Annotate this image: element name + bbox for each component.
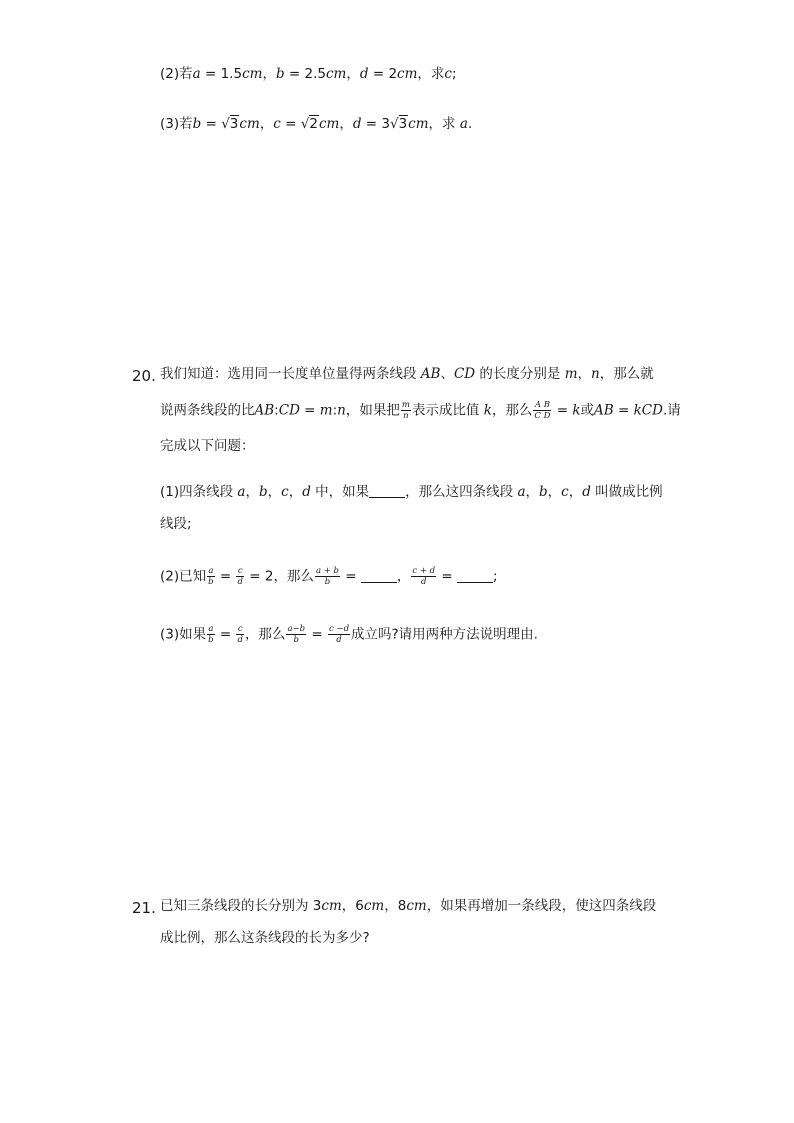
sqrt-2: √2 (300, 116, 318, 132)
q20-part1-line2: 线段; (160, 516, 192, 532)
q21-line1: 已知三条线段的长分别为 3cm，6cm，8cm，如果再增加一条线段，使这四条线段 (160, 898, 657, 914)
q20-part2: (2)已知 $\frac{a}{b}$ = $\frac{c}{d}$ = 2，那么 $\frac{a + b}{b}$ = ， $\frac{c + d}{d}$ = ; (160, 566, 498, 587)
answer-blank[interactable] (457, 582, 493, 583)
fraction-m-over-n: $\frac{m}{n}$ (401, 400, 410, 421)
sqrt-3b: √3 (389, 116, 408, 132)
q20-part3: (3)如果 $\frac{a}{b}$ = $\frac{c}{d}$ ，那么 $\frac{a-b}{b}$ = $\frac{c -d}{d}$ 成立吗?请用两种方法说明理由. (160, 624, 538, 645)
answer-blank[interactable] (361, 582, 397, 583)
answer-blank[interactable] (369, 497, 405, 498)
q20-number: 20. (132, 367, 156, 385)
q20-part1: (1)四条线段 a，b，c，d 中，如果 ，那么这四条线段 a，b，c，d 叫做成比例 (160, 484, 663, 500)
var-b: b (275, 66, 285, 82)
q19-part2: (2)若a = 1.5cm，b = 2.5cm，d = 2cm，求c; (160, 66, 457, 82)
q21-line2: 成比例，那么这条线段的长为多少? (160, 930, 370, 946)
q19-part3: (3)若b = √3cm，c = √2cm，d = 3√3cm，求 a. (160, 116, 473, 132)
q20-line3: 完成以下问题： (160, 438, 255, 454)
fraction-ab-over-cd: $\frac{\text{A B}}{\text{C D}}$ (534, 400, 551, 421)
q20-line2: 说两条线段的比AB:CD = m:n，如果把 $\frac{m}{n}$ 表示成比值 k，那么 $\frac{\text{A B}}{\text{C D}}$ = k或AB = kCD.请 (160, 400, 681, 421)
q21-number: 21. (132, 899, 156, 917)
var-d: d (359, 66, 369, 82)
sqrt-3: √3 (221, 116, 239, 132)
var-a: a (192, 66, 201, 82)
q20-line1: 我们知道：选用同一长度单位量得两条线段 AB、CD 的长度分别是 m，n，那么就 (160, 366, 654, 382)
var-c: c (444, 66, 452, 82)
